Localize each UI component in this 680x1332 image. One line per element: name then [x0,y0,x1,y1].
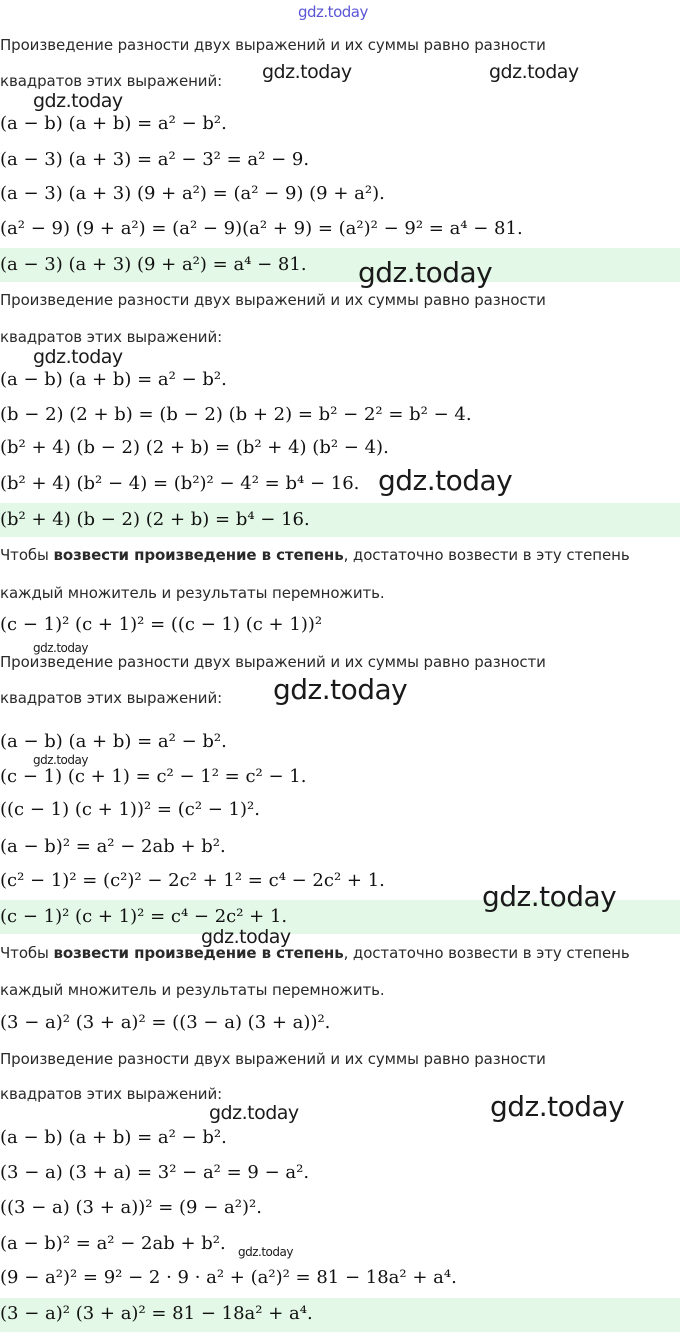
result-formula: (b² + 4) (b − 2) (2 + b) = b⁴ − 16. [0,509,310,530]
formula-line: (9 − a²)² = 9² − 2 · 9 · a² + (a²)² = 81 − 18a² + a⁴. [0,1267,457,1288]
rule-text: Чтобы возвести произведение в степень, достаточно возвести в эту степень [0,944,630,962]
watermark: gdz.today [490,1090,625,1123]
watermark: gdz.today [33,90,123,112]
result-formula: (c − 1)² (c + 1)² = c⁴ − 2c² + 1. [0,906,288,927]
watermark: gdz.today [262,61,352,83]
watermark: gdz.today [33,753,88,767]
watermark: gdz.today [238,1245,293,1259]
watermark: gdz.today [33,641,88,655]
watermark: gdz.today [273,673,408,706]
formula-line: (a − b) (a + b) = a² − b². [0,731,227,752]
formula-line: (a − b)² = a² − 2ab + b². [0,1233,226,1254]
rule-text: каждый множитель и результаты перемножить. [0,981,385,999]
rule-text: Произведение разности двух выражений и их суммы равно разности [0,653,546,671]
rule-text: квадратов этих выражений: [0,689,223,707]
formula-line: (b² + 4) (b² − 4) = (b²)² − 4² = b⁴ − 16. [0,473,360,494]
result-formula: (a − 3) (a + 3) (9 + a²) = a⁴ − 81. [0,254,307,275]
formula-line: (c − 1)² (c + 1)² = ((c − 1) (c + 1))² [0,614,323,635]
formula-line: (a − 3) (a + 3) (9 + a²) = (a² − 9) (9 + a²). [0,183,385,204]
watermark: gdz.today [201,926,291,948]
watermark: gdz.today [33,346,123,368]
watermark: gdz.today [378,464,513,497]
formula-line: (a − b)² = a² − 2ab + b². [0,836,226,857]
rule-text: Произведение разности двух выражений и их суммы равно разности [0,1050,546,1068]
formula-line: ((3 − a) (3 + a))² = (9 − a²)². [0,1197,262,1218]
rule-text: квадратов этих выражений: [0,72,223,90]
formula-line: ((c − 1) (c + 1))² = (c² − 1)². [0,799,260,820]
rule-text: Произведение разности двух выражений и их суммы равно разности [0,36,546,54]
formula-line: (a − b) (a + b) = a² − b². [0,113,227,134]
formula-line: (a − b) (a + b) = a² − b². [0,1127,227,1148]
formula-line: (b − 2) (2 + b) = (b − 2) (b + 2) = b² − 2² = b² − 4. [0,404,472,425]
rule-text: квадратов этих выражений: [0,1085,223,1103]
formula-line: (a² − 9) (9 + a²) = (a² − 9)(a² + 9) = (a²)² − 9² = a⁴ − 81. [0,218,523,239]
watermark: gdz.today [209,1102,299,1124]
formula-line: (3 − a)² (3 + a)² = ((3 − a) (3 + a))². [0,1012,331,1033]
rule-text: Произведение разности двух выражений и их суммы равно разности [0,291,546,309]
formula-line: (c² − 1)² = (c²)² − 2c² + 1² = c⁴ − 2c² + 1. [0,870,385,891]
formula-line: (a − b) (a + b) = a² − b². [0,369,227,390]
watermark: gdz.today [489,61,579,83]
formula-line: (b² + 4) (b − 2) (2 + b) = (b² + 4) (b² − 4). [0,437,389,458]
rule-text: каждый множитель и результаты перемножить. [0,584,385,602]
formula-line: (3 − a) (3 + a) = 3² − a² = 9 − a². [0,1162,310,1183]
watermark: gdz.today [482,880,617,913]
rule-text: Чтобы возвести произведение в степень, достаточно возвести в эту степень [0,546,630,564]
watermark: gdz.today [358,256,493,289]
result-formula: (3 − a)² (3 + a)² = 81 − 18a² + a⁴. [0,1303,313,1324]
formula-line: (c − 1) (c + 1) = c² − 1² = c² − 1. [0,766,307,787]
formula-line: (a − 3) (a + 3) = a² − 3² = a² − 9. [0,149,310,170]
rule-text: квадратов этих выражений: [0,328,223,346]
watermark: gdz.today [298,3,368,21]
